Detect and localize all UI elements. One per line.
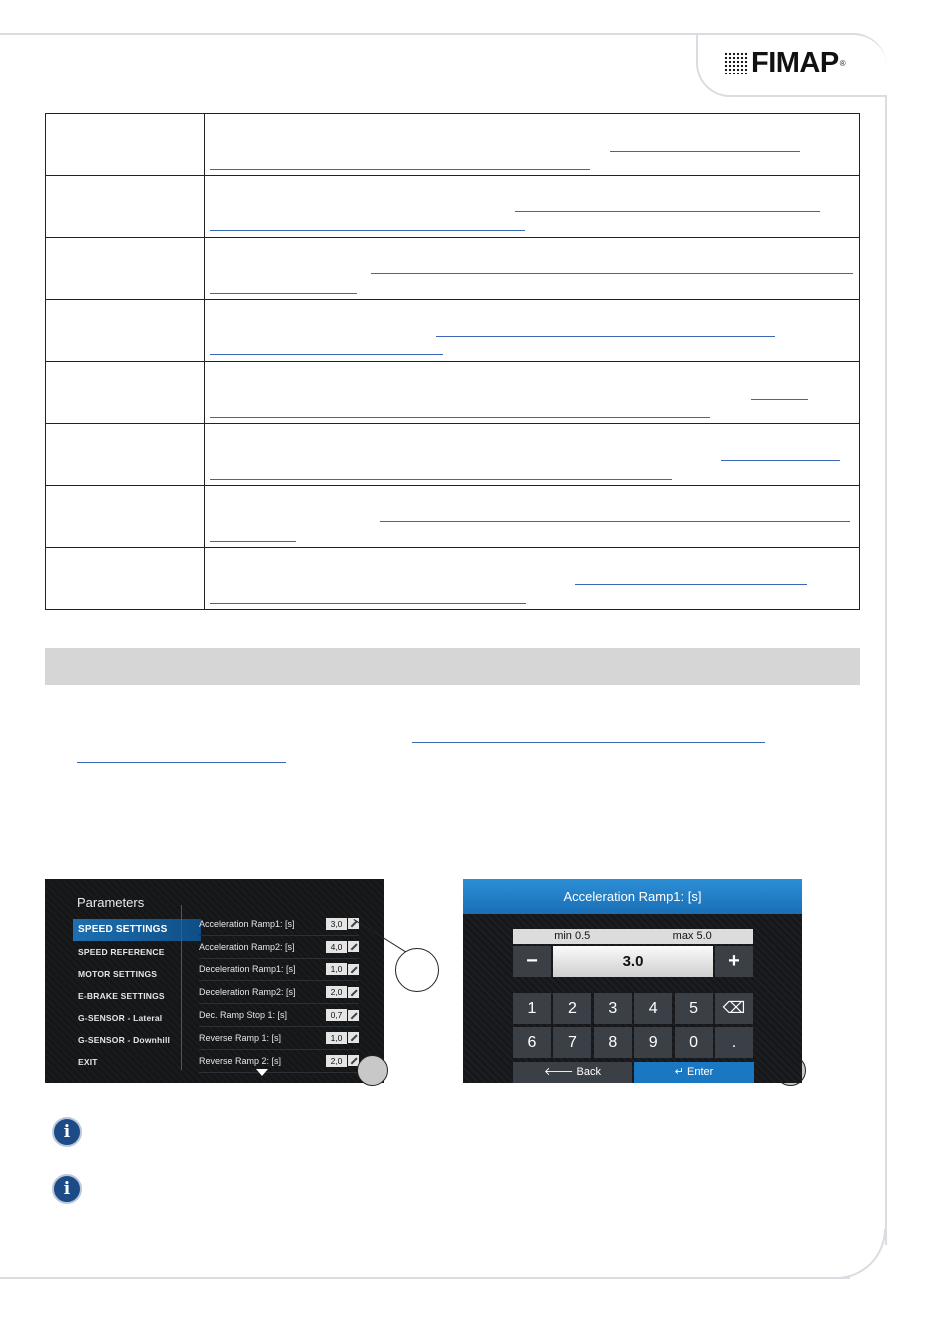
link-underline[interactable] — [210, 230, 525, 231]
figure-marker — [357, 1055, 388, 1086]
parameter-value[interactable]: 0,7 — [326, 1009, 347, 1021]
link-underline[interactable] — [77, 762, 286, 763]
arrow-left-icon: 🡐 — [543, 1066, 574, 1078]
key-7[interactable]: 7 — [553, 1027, 591, 1058]
pen-icon[interactable] — [348, 987, 359, 998]
pen-icon[interactable] — [348, 1010, 359, 1021]
key-decimal[interactable]: . — [715, 1027, 753, 1058]
link-underline[interactable] — [380, 521, 850, 522]
pen-icon[interactable] — [348, 964, 359, 975]
parameter-label: Deceleration Ramp1: [s] — [199, 964, 296, 975]
back-label: Back — [576, 1066, 602, 1078]
key-9[interactable]: 9 — [634, 1027, 672, 1058]
menu-item-exit[interactable]: EXIT — [78, 1057, 98, 1067]
pen-icon[interactable] — [348, 941, 359, 952]
key-3[interactable]: 3 — [594, 993, 632, 1024]
enter-label: Enter — [686, 1066, 714, 1078]
min-label: min 0.5 — [554, 930, 591, 942]
link-underline[interactable] — [210, 479, 672, 480]
menu-item-motor-settings[interactable]: MOTOR SETTINGS — [78, 969, 158, 979]
parameter-label: Reverse Ramp 1: [s] — [199, 1032, 282, 1043]
page-frame-corner — [836, 1229, 886, 1279]
info-icon: i — [52, 1174, 82, 1204]
link-underline[interactable] — [721, 460, 840, 461]
section-heading-bar — [45, 648, 860, 685]
page-frame-bottom — [0, 1277, 850, 1279]
menu-item-speed-settings[interactable]: SPEED SETTINGS — [73, 919, 201, 941]
increment-button[interactable]: + — [715, 946, 753, 977]
key-6[interactable]: 6 — [513, 1027, 551, 1058]
keypad-screen — [463, 879, 802, 1083]
parameter-value[interactable]: 1,0 — [326, 963, 347, 975]
pen-icon[interactable] — [348, 1032, 359, 1043]
parameters-screen — [45, 879, 384, 1083]
parameter-list — [199, 913, 359, 1073]
key-4[interactable]: 4 — [634, 993, 672, 1024]
table-row — [46, 176, 860, 238]
parameter-row — [199, 913, 359, 936]
parameter-value[interactable]: 2,0 — [326, 986, 347, 998]
link-underline[interactable] — [515, 211, 820, 212]
link-underline[interactable] — [575, 584, 807, 585]
parameter-row — [199, 981, 359, 1004]
parameter-label: Deceleration Ramp2: [s] — [199, 987, 296, 998]
keypad-title: Acceleration Ramp1: [s] — [463, 879, 802, 914]
logo-trademark: ® — [839, 58, 846, 68]
parameter-value[interactable]: 1,0 — [326, 1032, 347, 1044]
back-button[interactable] — [513, 1062, 632, 1083]
table-row — [46, 114, 860, 176]
enter-return-icon: ↵ — [674, 1066, 684, 1078]
numeric-keypad — [513, 993, 753, 1058]
info-icon: i — [52, 1117, 82, 1147]
link-underline[interactable] — [210, 354, 443, 355]
callout-circle — [395, 948, 439, 992]
parameter-value[interactable]: 2,0 — [326, 1055, 347, 1067]
table-row — [46, 238, 860, 300]
parameter-value[interactable]: 4,0 — [326, 941, 347, 953]
table-row — [46, 486, 860, 548]
parameter-label: Reverse Ramp 2: [s] — [199, 1055, 282, 1066]
value-display[interactable]: 3.0 — [553, 946, 713, 977]
parameter-value[interactable]: 3,0 — [326, 918, 347, 930]
table-row — [46, 548, 860, 610]
link-underline[interactable] — [610, 151, 800, 152]
link-underline[interactable] — [412, 742, 765, 743]
table-row — [46, 424, 860, 486]
parameter-row — [199, 936, 359, 959]
link-underline[interactable] — [210, 603, 526, 604]
decrement-button[interactable]: − — [513, 946, 551, 977]
menu-item-speed-reference[interactable]: SPEED REFERENCE — [78, 947, 165, 957]
link-underline[interactable] — [210, 541, 296, 542]
parameter-label: Acceleration Ramp1: [s] — [199, 918, 295, 929]
menu-item-g-sensor-lateral[interactable]: G-SENSOR - Lateral — [78, 1013, 163, 1023]
link-underline[interactable] — [371, 273, 853, 274]
parameter-label: Acceleration Ramp2: [s] — [199, 941, 295, 952]
menu-item-g-sensor-downhill[interactable]: G-SENSOR - Downhill — [78, 1035, 171, 1045]
page-frame-right — [885, 95, 887, 1245]
key-0[interactable]: 0 — [675, 1027, 713, 1058]
parameter-row — [199, 1027, 359, 1050]
key-5[interactable]: 5 — [675, 993, 713, 1024]
parameters-title: Parameters — [77, 895, 145, 910]
parameter-row — [199, 1004, 359, 1027]
parameter-row — [199, 959, 359, 982]
dot-grid-logo-icon — [724, 52, 748, 74]
parameter-row — [199, 1050, 359, 1073]
menu-divider — [181, 905, 182, 1070]
link-underline[interactable] — [751, 399, 808, 400]
key-1[interactable]: 1 — [513, 993, 551, 1024]
page-frame-top — [0, 33, 700, 35]
key-8[interactable]: 8 — [594, 1027, 632, 1058]
enter-button[interactable] — [634, 1062, 754, 1083]
table-row — [46, 362, 860, 424]
table-row — [46, 300, 860, 362]
link-underline[interactable] — [436, 336, 775, 337]
key-2[interactable]: 2 — [553, 993, 591, 1024]
fimap-logo — [724, 46, 846, 80]
link-underline[interactable] — [210, 417, 710, 418]
value-range — [513, 929, 753, 944]
backspace-icon[interactable]: ⌫ — [715, 993, 753, 1024]
logo-text: FIMAP — [751, 46, 839, 79]
link-underline[interactable] — [210, 169, 590, 170]
max-label: max 5.0 — [672, 930, 712, 942]
triangle-down-icon[interactable] — [256, 1069, 268, 1076]
parameter-label: Dec. Ramp Stop 1: [s] — [199, 1010, 288, 1021]
link-underline[interactable] — [210, 293, 357, 294]
reference-table — [45, 113, 860, 610]
menu-item-e-brake-settings[interactable]: E-BRAKE SETTINGS — [78, 991, 165, 1001]
